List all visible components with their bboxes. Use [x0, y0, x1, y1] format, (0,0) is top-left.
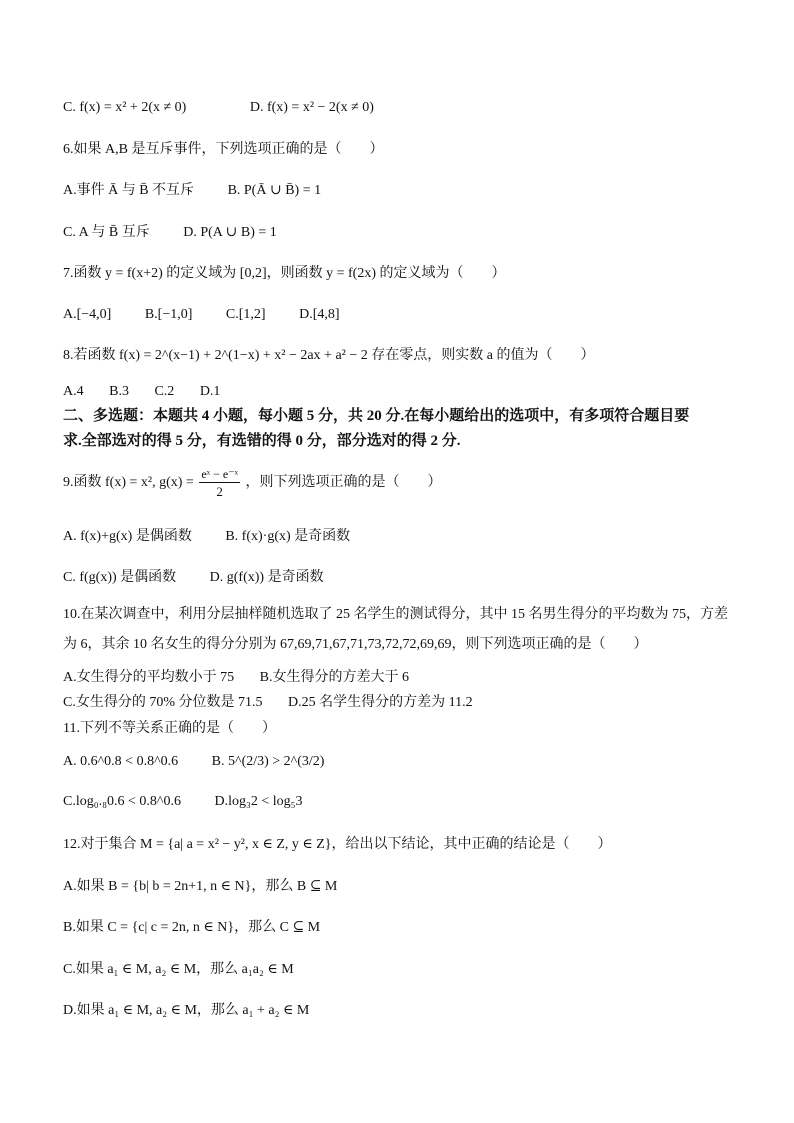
q10-options-row-2 [63, 696, 473, 710]
q7-option-c: C.[1,2] [225, 307, 266, 322]
q11-option-b: B. 5^(2/3) > 2^(3/2) [211, 754, 325, 769]
q12-option-d: D.如果 a₁ ∈ M, a₂ ∈ M，那么 a₁ + a₂ ∈ M [63, 1003, 310, 1018]
q6-options-row-1 [63, 184, 321, 198]
q9-fraction-denominator: 2 [216, 484, 223, 499]
q5-option-c: C. f(x) = x² + 2(x ≠ 0) [63, 100, 187, 115]
q9-options-row-1 [63, 530, 350, 544]
q6-stem: 6.如果 A,B 是互斥事件，下列选项正确的是（ ） [63, 142, 384, 157]
q9-option-b: B. f(x)·g(x) 是奇函数 [225, 529, 351, 544]
q5-option-d: D. f(x) = x² − 2(x ≠ 0) [249, 100, 374, 115]
q8-option-b: B.3 [109, 384, 129, 399]
q12-stem: 12.对于集合 M = {a| a = x² − y², x ∈ Z, y ∈ Z}，给出以下结论，其中正确的结论是（ ） [63, 837, 612, 852]
q12-option-c: C.如果 a₁ ∈ M, a₂ ∈ M，那么 a₁a₂ ∈ M [63, 962, 294, 977]
q8-option-a: A.4 [63, 384, 84, 399]
q6-option-c: C. A 与 B̄ 互斥 [63, 225, 150, 240]
q10-option-a: A.女生得分的平均数小于 75 [63, 670, 235, 685]
q6-options-row-2 [63, 226, 277, 240]
q9-fraction [199, 468, 240, 498]
q11-option-a: A. 0.6^0.8 < 0.8^0.6 [63, 754, 179, 769]
q12-option-b: B.如果 C = {c| c = 2n, n ∈ N}，那么 C ⊆ M [63, 920, 321, 935]
q9-options-row-2 [63, 571, 324, 585]
q12-option-a: A.如果 B = {b| b = 2n+1, n ∈ N}，那么 B ⊆ M [63, 879, 338, 894]
section2-heading-line-1: 二、多选题：本题共 4 小题，每小题 5 分，共 20 分.在每小题给出的选项中，有多项符合题目要 [63, 408, 690, 424]
q10-stem-line-2: 为 6，其余 10 名女生的得分分别为 67,69,71,67,71,73,72,72,69,69，则下列选项正确的是（ ） [63, 637, 648, 652]
q11-options-row-1 [63, 755, 324, 769]
q9-option-c: C. f(g(x)) 是偶函数 [63, 570, 177, 585]
q7-option-b: B.[−1,0] [144, 307, 193, 322]
q9-stem-prefix: 9.函数 f(x) = x², g(x) = [63, 475, 194, 491]
q11-option-d: D.log₃2 < log₅3 [214, 794, 303, 809]
q7-stem: 7.函数 y = f(x+2) 的定义域为 [0,2]，则函数 y = f(2x) 的定义域为（ ） [63, 266, 506, 281]
q6-option-a: A.事件 Ā 与 B̄ 不互斥 [63, 183, 195, 198]
q5-options-row [63, 101, 374, 115]
q10-stem-line-1: 10.在某次调查中，利用分层抽样随机选取了 25 名学生的测试得分，其中 15 名男生得分的平均数为 75，方差 [63, 607, 728, 622]
q7-option-a: A.[−4,0] [63, 307, 112, 322]
q9-stem-suffix: ，则下列选项正确的是（ ） [245, 475, 442, 491]
q7-option-d: D.[4,8] [299, 307, 340, 322]
q11-option-c: C.log₀.₈0.6 < 0.8^0.6 [63, 794, 181, 809]
q9-stem [63, 468, 442, 498]
section2-heading-line-2: 求.全部选对的得 5 分，有选错的得 0 分，部分选对的得 2 分. [63, 433, 461, 449]
q6-option-b: B. P(Ā ∪ B̄) = 1 [227, 183, 322, 198]
q8-options-row [63, 385, 220, 399]
q10-option-d: D.25 名学生得分的方差为 11.2 [288, 695, 473, 710]
q9-option-d: D. g(f(x)) 是奇函数 [209, 570, 324, 585]
q9-option-a: A. f(x)+g(x) 是偶函数 [63, 529, 192, 544]
q8-option-d: D.1 [199, 384, 221, 399]
q9-fraction-numerator: eˣ − e⁻ˣ [201, 467, 239, 481]
q10-option-b: B.女生得分的方差大于 6 [259, 670, 409, 685]
q6-option-d: D. P(A ∪ B) = 1 [183, 225, 277, 240]
q10-option-c: C.女生得分的 70% 分位数是 71.5 [63, 695, 263, 710]
q11-options-row-2 [63, 795, 303, 809]
q8-option-c: C.2 [154, 384, 175, 399]
q7-options-row [63, 308, 340, 322]
q10-options-row-1 [63, 671, 409, 685]
q11-stem: 11.下列不等关系正确的是（ ） [63, 721, 276, 736]
q8-stem: 8.若函数 f(x) = 2^(x−1) + 2^(1−x) + x² − 2ax + a² − 2 存在零点，则实数 a 的值为（ ） [63, 348, 595, 363]
